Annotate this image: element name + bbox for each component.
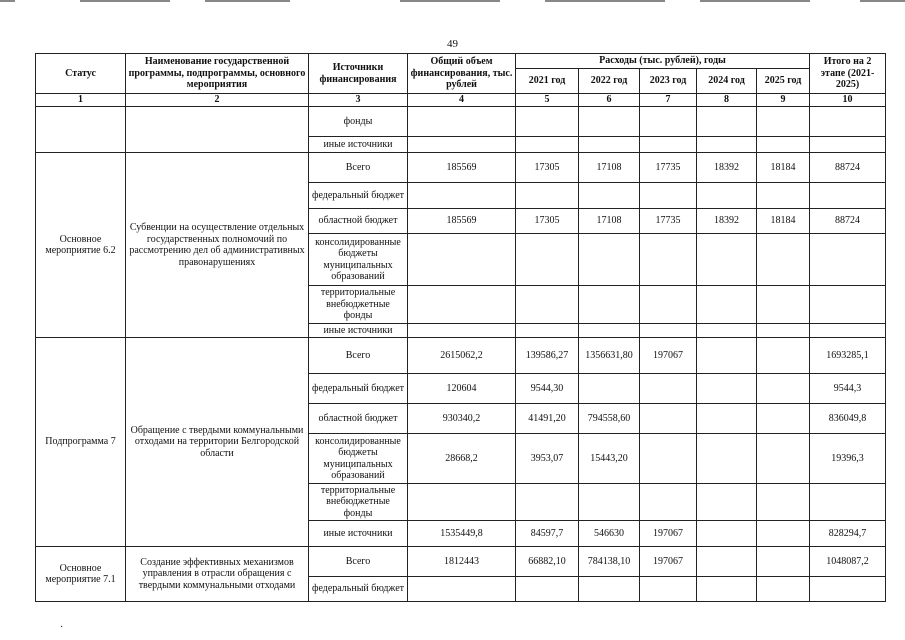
value-cell: 84597,7 — [516, 521, 579, 547]
header-total-volume: Общий объем финансирования, тыс. рублей — [408, 54, 516, 94]
value-cell — [757, 183, 810, 209]
value-cell — [516, 324, 579, 338]
value-cell: 17305 — [516, 153, 579, 183]
value-cell — [640, 484, 697, 521]
value-cell — [697, 137, 757, 153]
value-cell — [640, 324, 697, 338]
status-cell: Основное мероприятие 6.2 — [36, 153, 126, 338]
value-cell — [810, 577, 886, 602]
program-name-cell: Обращение с твердыми коммунальными отходами на территории Белгородской области — [126, 338, 309, 547]
value-cell — [697, 521, 757, 547]
value-cell: 17735 — [640, 153, 697, 183]
value-cell — [579, 137, 640, 153]
value-cell — [408, 183, 516, 209]
value-cell — [697, 324, 757, 338]
value-cell — [697, 404, 757, 434]
value-cell — [810, 286, 886, 324]
value-cell: 1812443 — [408, 547, 516, 577]
value-cell — [697, 234, 757, 286]
value-cell: 17108 — [579, 153, 640, 183]
source-cell: Всего — [309, 338, 408, 374]
header-year: 2021 год — [516, 69, 579, 94]
value-cell — [579, 577, 640, 602]
value-cell — [640, 107, 697, 137]
value-cell — [579, 234, 640, 286]
col-number: 2 — [126, 94, 309, 107]
table-row — [36, 338, 886, 374]
header-year: 2023 год — [640, 69, 697, 94]
value-cell: 1693285,1 — [810, 338, 886, 374]
value-cell — [408, 107, 516, 137]
col-number: 6 — [579, 94, 640, 107]
value-cell — [697, 374, 757, 404]
value-cell — [810, 234, 886, 286]
value-cell — [408, 286, 516, 324]
value-cell: 120604 — [408, 374, 516, 404]
value-cell — [408, 137, 516, 153]
value-cell — [640, 374, 697, 404]
value-cell — [697, 286, 757, 324]
value-cell: 197067 — [640, 521, 697, 547]
col-number: 4 — [408, 94, 516, 107]
source-cell: Всего — [309, 153, 408, 183]
value-cell — [697, 183, 757, 209]
source-cell: областной бюджет — [309, 209, 408, 234]
source-cell: Всего — [309, 547, 408, 577]
value-cell — [697, 577, 757, 602]
value-cell — [579, 107, 640, 137]
value-cell: 197067 — [640, 547, 697, 577]
value-cell — [640, 137, 697, 153]
value-cell: 17735 — [640, 209, 697, 234]
value-cell — [640, 183, 697, 209]
col-number: 8 — [697, 94, 757, 107]
value-cell — [408, 577, 516, 602]
source-cell: иные источники — [309, 324, 408, 338]
source-cell: федеральный бюджет — [309, 577, 408, 602]
value-cell — [640, 434, 697, 484]
value-cell: 794558,60 — [579, 404, 640, 434]
value-cell — [516, 577, 579, 602]
value-cell: 18184 — [757, 209, 810, 234]
status-cell: Подпрограмма 7 — [36, 338, 126, 547]
value-cell: 9544,3 — [810, 374, 886, 404]
col-number: 1 — [36, 94, 126, 107]
value-cell: 15443,20 — [579, 434, 640, 484]
value-cell — [757, 137, 810, 153]
col-number: 7 — [640, 94, 697, 107]
value-cell — [757, 404, 810, 434]
value-cell — [408, 234, 516, 286]
value-cell: 2615062,2 — [408, 338, 516, 374]
source-cell: консолидированные бюджеты муниципальных образований — [309, 434, 408, 484]
value-cell — [697, 484, 757, 521]
value-cell: 930340,2 — [408, 404, 516, 434]
value-cell — [516, 484, 579, 521]
source-cell: федеральный бюджет — [309, 374, 408, 404]
header-expenses: Расходы (тыс. рублей), годы — [516, 54, 810, 69]
value-cell: 3953,07 — [516, 434, 579, 484]
table-row — [36, 107, 886, 137]
header-year: 2024 год — [697, 69, 757, 94]
value-cell — [640, 286, 697, 324]
col-number: 5 — [516, 94, 579, 107]
value-cell: 17305 — [516, 209, 579, 234]
value-cell — [516, 234, 579, 286]
value-cell — [757, 547, 810, 577]
source-cell: областной бюджет — [309, 404, 408, 434]
col-number: 9 — [757, 94, 810, 107]
value-cell — [516, 137, 579, 153]
value-cell: 18392 — [697, 153, 757, 183]
source-cell: территориальные внебюджетные фонды — [309, 286, 408, 324]
value-cell — [408, 484, 516, 521]
source-cell: фонды — [309, 107, 408, 137]
value-cell — [757, 338, 810, 374]
value-cell — [697, 338, 757, 374]
value-cell: 66882,10 — [516, 547, 579, 577]
value-cell — [697, 107, 757, 137]
value-cell — [697, 434, 757, 484]
financing-table — [35, 53, 886, 602]
value-cell — [757, 577, 810, 602]
value-cell — [757, 374, 810, 404]
scan-speck: · — [60, 622, 64, 633]
source-cell: федеральный бюджет — [309, 183, 408, 209]
value-cell — [757, 107, 810, 137]
value-cell: 185569 — [408, 209, 516, 234]
value-cell — [810, 137, 886, 153]
value-cell — [579, 484, 640, 521]
table-row — [36, 153, 886, 183]
value-cell: 828294,7 — [810, 521, 886, 547]
value-cell — [757, 484, 810, 521]
value-cell — [640, 404, 697, 434]
value-cell: 88724 — [810, 209, 886, 234]
value-cell — [810, 484, 886, 521]
status-cell: Основное мероприятие 7.1 — [36, 547, 126, 602]
col-number: 3 — [309, 94, 408, 107]
value-cell: 139586,27 — [516, 338, 579, 374]
value-cell — [757, 286, 810, 324]
value-cell — [516, 183, 579, 209]
value-cell — [810, 183, 886, 209]
value-cell — [516, 107, 579, 137]
value-cell — [810, 107, 886, 137]
source-cell: консолидированные бюджеты муниципальных образований — [309, 234, 408, 286]
value-cell: 18392 — [697, 209, 757, 234]
value-cell: 18184 — [757, 153, 810, 183]
status-cell — [36, 107, 126, 153]
value-cell — [579, 286, 640, 324]
header-program-name: Наименование государственной программы, подпрограммы, основного мероприятия — [126, 54, 309, 94]
header-itogo: Итого на 2 этапе (2021-2025) — [810, 54, 886, 94]
top-edge-lines — [0, 0, 905, 3]
value-cell: 185569 — [408, 153, 516, 183]
value-cell: 784138,10 — [579, 547, 640, 577]
value-cell: 9544,30 — [516, 374, 579, 404]
value-cell — [640, 577, 697, 602]
program-name-cell: Субвенции на осуществление отдельных государственных полномочий по рассмотрению дел об административных правонарушениях — [126, 153, 309, 338]
value-cell: 1356631,80 — [579, 338, 640, 374]
value-cell: 1048087,2 — [810, 547, 886, 577]
table-row — [36, 547, 886, 577]
value-cell — [579, 374, 640, 404]
page-number: 49 — [447, 38, 458, 50]
source-cell: иные источники — [309, 137, 408, 153]
value-cell — [810, 324, 886, 338]
value-cell — [579, 324, 640, 338]
value-cell — [697, 547, 757, 577]
value-cell: 1535449,8 — [408, 521, 516, 547]
value-cell — [516, 286, 579, 324]
header-year: 2022 год — [579, 69, 640, 94]
value-cell — [757, 434, 810, 484]
header-year: 2025 год — [757, 69, 810, 94]
value-cell — [408, 324, 516, 338]
value-cell — [757, 234, 810, 286]
value-cell — [640, 234, 697, 286]
value-cell: 41491,20 — [516, 404, 579, 434]
header-sources: Источники финансирования — [309, 54, 408, 94]
value-cell — [757, 324, 810, 338]
source-cell: территориальные внебюджетные фонды — [309, 484, 408, 521]
header-status: Статус — [36, 54, 126, 94]
program-name-cell — [126, 107, 309, 153]
col-number: 10 — [810, 94, 886, 107]
value-cell: 17108 — [579, 209, 640, 234]
value-cell: 19396,3 — [810, 434, 886, 484]
value-cell: 197067 — [640, 338, 697, 374]
value-cell — [579, 183, 640, 209]
value-cell: 88724 — [810, 153, 886, 183]
value-cell: 546630 — [579, 521, 640, 547]
value-cell: 836049,8 — [810, 404, 886, 434]
value-cell: 28668,2 — [408, 434, 516, 484]
source-cell: иные источники — [309, 521, 408, 547]
program-name-cell: Создание эффективных механизмов управления в отрасли обращения с твердыми коммунальными отходами — [126, 547, 309, 602]
value-cell — [757, 521, 810, 547]
